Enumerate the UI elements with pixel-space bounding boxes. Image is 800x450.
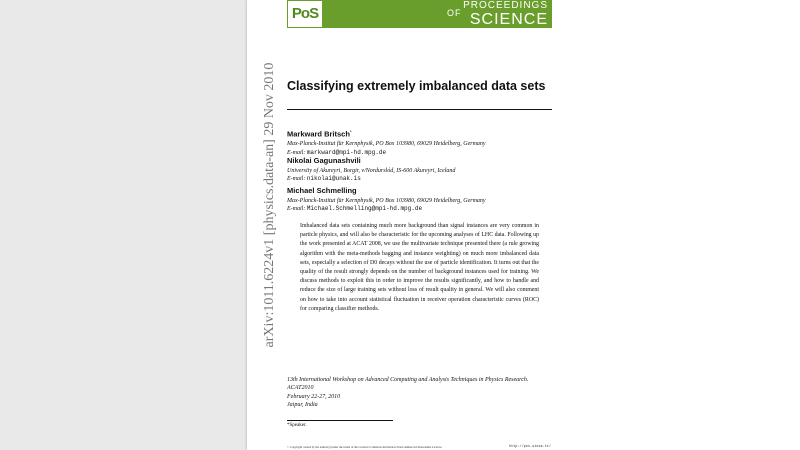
author-name: Michael Schmelling [287,186,357,195]
author-name: Markward Britsch* [287,129,352,139]
author-block [287,187,486,214]
title-rule [287,109,552,110]
paper-page [247,0,800,450]
author-email[interactable]: E-mail: nikolai@unak.is [287,175,361,182]
brand-line-1: PROCEEDINGS [463,0,548,11]
footnote: *Speaker. [287,423,307,428]
brand-line-2: OF [447,8,462,18]
conference-info [287,376,528,409]
author-email[interactable]: E-mail: markward@mpi-hd.mpg.de [287,148,387,156]
pos-banner [287,0,552,28]
conference-dates: February 22-27, 2010 [287,393,341,400]
abstract: Imbalanced data sets containing much more background than signal instances are very common in particle physics, and will also be characteristic for the upcoming analyses of LHC data. Following up the work presented at ACAT 2008, we use the multivariate technique presented there (a rule growing algorithm with the meta-methods bagging and instance weighting) on much more imbalanced data sets, especially a selection of D0 decays without the use of particle identification. It turns out that the quality of the result strongly depends on the number of background instances used for training. We discuss methods to exploit this in order to improve the results significantly, and how to handle and reduce the size of large training sets without loss of result quality in general. We will also comment on how to take into account statistical fluctuation in receiver operation characteristic curves (ROC) for comparing classifier methods. [300,223,539,312]
license-text: © Copyright owned by the author(s) under the terms of the Creative Commons Attribution-NonCommercial-ShareAlike Licence. [287,445,443,449]
footnote-rule [287,420,393,421]
conference-place: Jaipur, India [287,401,318,408]
author-block [287,157,455,184]
brand-line-3: SCIENCE [469,11,548,28]
pos-url[interactable]: http://pos.sissa.it/ [509,445,552,449]
conference-short: ACAT2010 [287,385,314,392]
author-affiliation: University of Akureyri, Borgir, v/Nordurslód, IS-600 Akureyri, Iceland [287,167,456,174]
pos-logo: PoS [288,1,322,27]
author-affiliation: Max-Planck-Institut für Kernphysik, PO Box 103980, 69029 Heidelberg, Germany [287,197,486,204]
author-email[interactable]: E-mail: Michael.Schmelling@mpi-hd.mpg.de [287,205,423,212]
conference-name: 13th International Workshop on Advanced Computing and Analysis Techniques in Physics Research. [287,377,529,383]
author-name: Nikolai Gagunashvili [287,156,361,165]
paper-title: Classifying extremely imbalanced data sets [287,79,546,93]
arxiv-stamp: arXiv:1011.6224v1 [physics.data-an] 29 Nov 2010 [262,62,277,348]
author-block [287,128,486,157]
author-affiliation: Max-Planck-Institut für Kernphysik, PO Box 103980, 69029 Heidelberg, Germany [287,141,486,147]
